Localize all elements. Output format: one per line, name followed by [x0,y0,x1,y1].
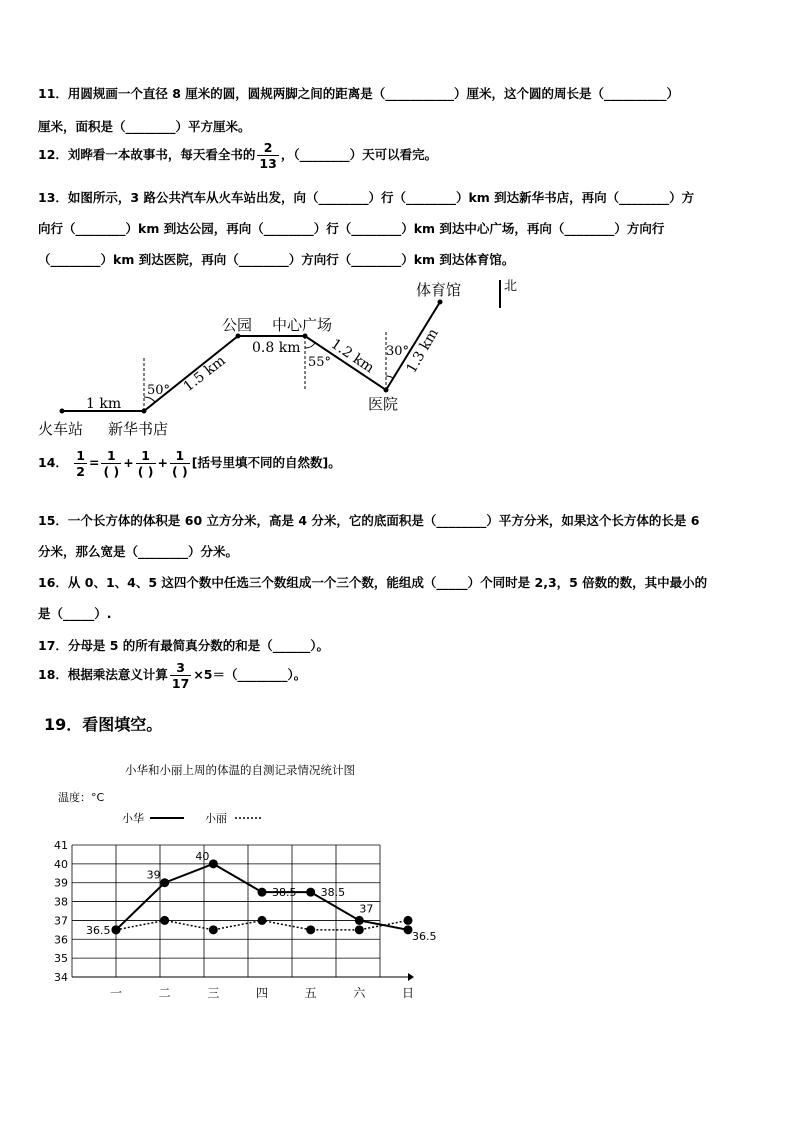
angle-3: 30° [386,344,410,359]
y-tick-label: 36 [54,933,68,947]
chart-legend [122,811,262,825]
q18 [38,660,306,691]
y-tick-label: 35 [54,952,68,966]
q14-blank-1: ( ) [103,464,120,479]
chart-title: 小华和小丽上周的体温的自测记录情况统计图 [125,763,355,777]
legend-xiaohua: 小华 [122,812,144,825]
y-tick-label: 41 [54,839,68,852]
place-hospital: 医院 [368,395,399,413]
q14-blank-3: ( ) [171,464,188,479]
y-tick-label: 40 [54,857,68,871]
data-point [306,925,315,934]
q14-lhs [74,448,87,479]
q14-one-2: 1 [136,448,156,464]
q18-fraction [170,660,191,691]
route-map [0,270,794,445]
q13-line3: （________）km 到达医院，再向（________）方向行（________）km 到达体育馆。 [38,252,515,267]
q14-frac-2 [136,448,156,479]
y-tick-label: 39 [54,876,68,890]
x-tick-label: 五 [304,986,317,1000]
angle-1: 50° [147,383,171,398]
data-point [209,859,218,868]
q11-line2: 厘米，面积是（________）平方厘米。 [38,119,251,134]
dist-1: 1 km [86,396,122,412]
north-label: 北 [504,279,518,294]
data-point [355,925,364,934]
data-point [355,916,364,925]
y-tick-label: 37 [54,914,68,928]
q14 [38,448,341,479]
dist-4: 1.2 km [327,336,377,377]
data-point [160,916,169,925]
q16-line2: 是（_____）. [38,606,112,621]
data-point [258,888,267,897]
place-bookstore: 新华书店 [108,420,169,438]
x-tick-label: 六 [353,986,366,1000]
q14-frac-1 [101,448,121,479]
q18-suffix: ×5＝（________）。 [193,667,307,682]
q14-blank-2: ( ) [137,464,154,479]
q14-lhs-num: 1 [76,448,85,463]
temperature-chart [0,750,794,1010]
y-tick-label: 38 [54,895,68,909]
x-tick-label: 三 [207,986,220,1000]
q18-prefix: 18．根据乘法意义计算 [38,667,168,682]
place-station: 火车站 [38,420,84,438]
data-label: 36.5 [86,923,111,937]
q14-note: [括号里填不同的自然数]。 [191,455,341,470]
data-point [160,878,169,887]
q14-plus-2: + [157,455,168,470]
q18-num: 3 [170,660,191,676]
q12 [38,140,437,171]
q12-suffix: ，（________）天可以看完。 [280,147,438,162]
data-point [112,925,121,934]
q12-fraction [257,140,278,171]
data-point [258,916,267,925]
q19-title: 19．看图填空。 [44,715,163,734]
chart-ylabel: 温度：°C [58,791,105,804]
q14-eq: = [88,455,100,470]
data-point [306,888,315,897]
place-plaza: 中心广场 [272,316,333,334]
x-tick-label: 日 [401,986,415,1000]
q12-den: 13 [259,156,277,171]
data-point [404,916,413,925]
q14-frac-3 [170,448,190,479]
y-tick-label: 34 [54,971,68,984]
data-label: 38.5 [320,886,346,900]
place-park: 公园 [222,316,253,334]
x-tick-label: 四 [255,986,269,1000]
data-label: 40 [195,849,210,863]
q15-line1: 15．一个长方体的体积是 60 立方分米，高是 4 分米，它的底面积是（________）平方分米，如果这个长方体的长是 6 [38,513,700,528]
place-gym: 体育馆 [416,281,462,299]
q12-prefix: 12．刘晔看一本故事书，每天看全书的 [38,147,256,162]
q14-prefix: 14． [38,455,68,470]
data-label: 39 [146,868,161,882]
dist-2: 1.5 km [180,352,229,396]
x-tick-label: 二 [158,986,171,1000]
data-label: 37 [359,902,374,916]
legend-xiaoli: 小丽 [205,812,227,825]
dist-3: 0.8 km [252,340,301,356]
q13-line2: 向行（________）km 到达公园，再向（________）行（________）km 到达中心广场，再向（________）方向行 [38,221,665,236]
q17: 17．分母是 5 的所有最简真分数的和是（______）。 [38,638,330,653]
q13-line1: 13．如图所示，3 路公共汽车从火车站出发，向（________）行（________）km 到达新华书店，再向（________）方 [38,190,695,205]
q14-plus-1: + [123,455,134,470]
q18-den: 17 [171,676,190,691]
q14-one-1: 1 [101,448,121,464]
angle-2: 55° [308,355,332,370]
q11-line1: 11．用圆规画一个直径 8 厘米的圆，圆规两脚之间的距离是（___________）厘米，这个圆的周长是（__________） [38,86,680,101]
data-label: 36.5 [412,929,437,943]
q14-lhs-den: 2 [76,464,85,479]
data-point [209,925,218,934]
q14-one-3: 1 [170,448,190,464]
north-arrow [500,279,517,308]
q12-num: 2 [257,140,278,156]
q15-line2: 分米，那么宽是（________）分米。 [38,544,239,559]
q16-line1: 16．从 0、1、4、5 这四个数中任选三个数组成一个三个数，能组成（_____）个同时是 2,3，5 倍数的数，其中最小的 [38,575,708,590]
data-label: 38.5 [272,886,297,900]
x-axis-arrow [408,973,414,981]
dist-5: 1.3 km [403,326,442,376]
x-tick-label: 一 [109,986,123,1000]
